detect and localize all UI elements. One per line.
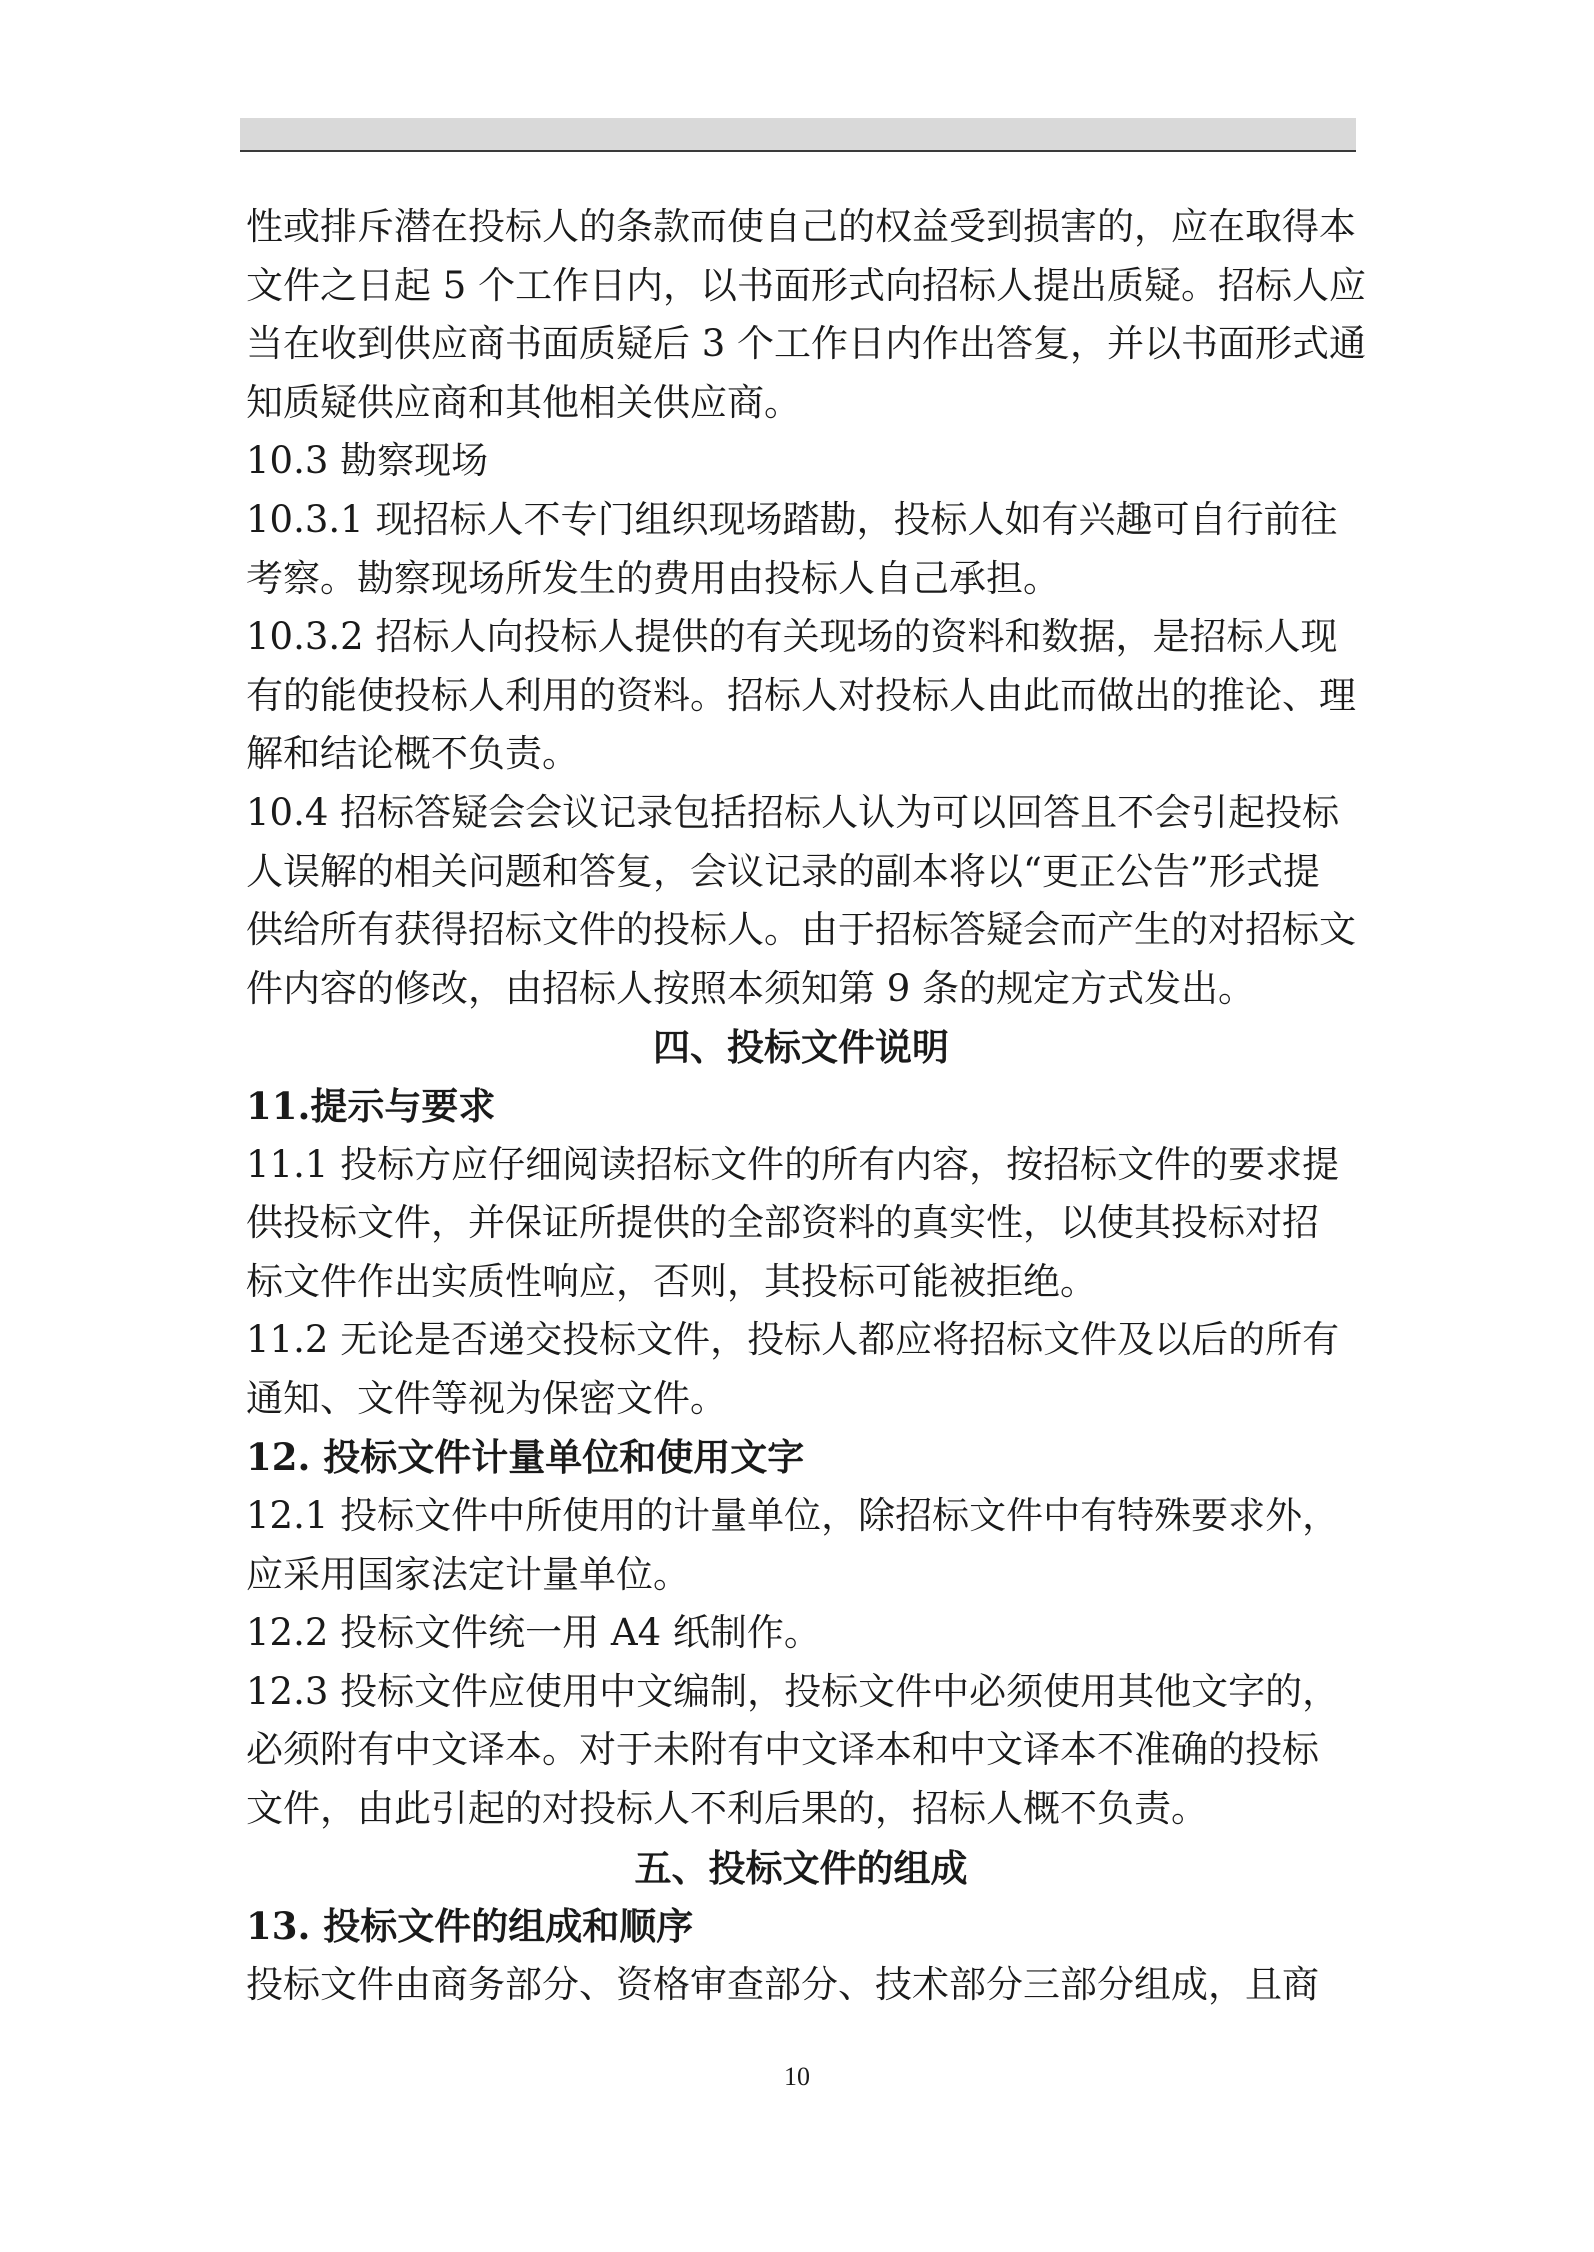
body-line: 供投标文件，并保证所提供的全部资料的真实性，以使其投标对招 <box>246 1201 1319 1245</box>
section-heading-12: 12. 投标文件计量单位和使用文字 <box>246 1435 805 1480</box>
body-line: 考察。勘察现场所发生的费用由投标人自己承担。 <box>246 556 1060 600</box>
body-line: 通知、文件等视为保密文件。 <box>246 1376 727 1420</box>
body-line: 性或排斥潜在投标人的条款而使自己的权益受到损害的，应在取得本 <box>246 205 1356 248</box>
document-body <box>246 198 1367 2014</box>
body-line: 文件，由此引起的对投标人不利后果的，招标人概不负责。 <box>246 1787 1208 1831</box>
body-line: 文件之日起 5 个工作日内，以书面形式向招标人提出质疑。招标人应 <box>246 263 1367 307</box>
section-heading-11: 11.提示与要求 <box>246 1083 496 1128</box>
body-line: 知质疑供应商和其他相关供应商。 <box>246 380 801 424</box>
section-heading-13: 13. 投标文件的组成和顺序 <box>246 1904 694 1949</box>
body-line: 应采用国家法定计量单位。 <box>246 1552 690 1596</box>
body-line: 解和结论概不负责。 <box>246 732 579 776</box>
body-line: 11.1 投标方应仔细阅读招标文件的所有内容，按招标文件的要求提 <box>246 1142 1340 1186</box>
body-line: 有的能使投标人利用的资料。招标人对投标人由此而做出的推论、理 <box>246 673 1356 717</box>
body-line: 人误解的相关问题和答复，会议记录的副本将以“更正公告”形式提 <box>246 849 1320 893</box>
body-line: 12.3 投标文件应使用中文编制，投标文件中必须使用其他文字的， <box>246 1669 1340 1713</box>
chapter-title-4: 四、投标文件说明 <box>653 1025 949 1070</box>
chapter-title-5: 五、投标文件的组成 <box>634 1845 968 1890</box>
body-line: 投标文件由商务部分、资格审查部分、技术部分三部分组成，且商 <box>246 1962 1319 2006</box>
header-band <box>240 118 1356 152</box>
body-line: 10.4 招标答疑会会议记录包括招标人认为可以回答且不会引起投标 <box>246 790 1340 834</box>
page-number: 10 <box>784 2062 810 2091</box>
body-line: 11.2 无论是否递交投标文件，投标人都应将招标文件及以后的所有 <box>246 1318 1340 1362</box>
body-line: 必须附有中文译本。对于未附有中文译本和中文译本不准确的投标 <box>246 1728 1319 1772</box>
body-line: 10.3.2 招标人向投标人提供的有关现场的资料和数据，是招标人现 <box>246 615 1338 659</box>
body-line: 12.1 投标文件中所使用的计量单位，除招标文件中有特殊要求外， <box>246 1494 1340 1538</box>
section-heading-10-3: 10.3 勘察现场 <box>246 439 489 483</box>
body-line: 件内容的修改，由招标人按照本须知第 9 条的规定方式发出。 <box>246 966 1256 1010</box>
body-line: 当在收到供应商书面质疑后 3 个工作日内作出答复，并以书面形式通 <box>246 322 1367 366</box>
body-line: 12.2 投标文件统一用 A4 纸制作。 <box>246 1611 821 1655</box>
body-line: 供给所有获得招标文件的投标人。由于招标答疑会而产生的对招标文 <box>246 908 1356 952</box>
body-line: 标文件作出实质性响应，否则，其投标可能被拒绝。 <box>246 1259 1097 1303</box>
body-line: 10.3.1 现招标人不专门组织现场踏勘，投标人如有兴趣可自行前往 <box>246 497 1338 541</box>
